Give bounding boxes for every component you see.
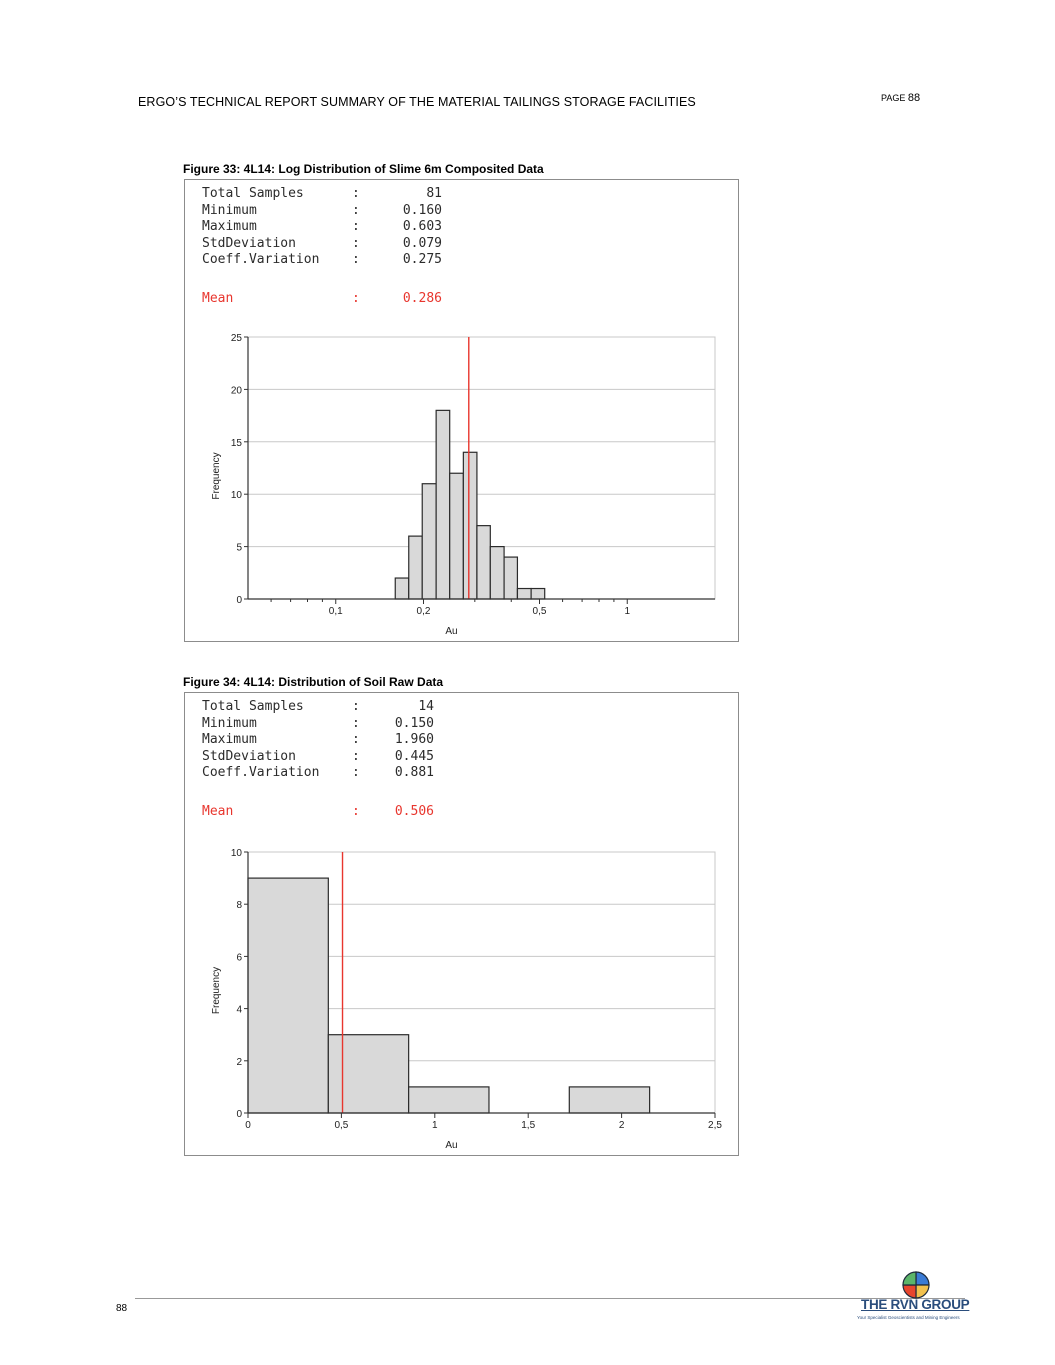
stat-label: Maximum [202, 732, 257, 747]
y-tick-label: 4 [236, 1004, 242, 1016]
figure-33-histogram [185, 325, 738, 641]
rvn-group-logo [855, 1270, 980, 1325]
stat-value: 0.150 [394, 715, 434, 731]
stat-row [202, 716, 434, 733]
stat-label: Maximum [202, 219, 257, 234]
stat-label: Minimum [202, 202, 257, 218]
y-tick-label: 10 [230, 848, 242, 859]
stat-sep: : [352, 202, 360, 218]
stat-label: StdDeviation [202, 748, 296, 764]
stat-value: 14 [418, 699, 434, 714]
logo-pie-slice [916, 1272, 929, 1285]
y-tick-label: 15 [230, 437, 242, 449]
x-tick-label: 0,5 [334, 1120, 349, 1131]
stat-label: Minimum [202, 715, 257, 731]
stat-sep: : [352, 699, 360, 714]
y-tick-label: 2 [236, 1056, 242, 1068]
histogram-bar [490, 547, 504, 599]
histogram-bar [248, 878, 328, 1113]
histogram-bar [422, 484, 436, 599]
stat-value: 0.506 [394, 803, 434, 819]
report-header-title: ERGO’S TECHNICAL REPORT SUMMARY OF THE MATERIAL TAILINGS STORAGE FACILITIES [138, 95, 696, 109]
header-page-indicator [881, 92, 920, 104]
stat-label: Total Samples [202, 186, 304, 201]
header-page-label: PAGE [881, 93, 906, 103]
stat-sep: : [352, 803, 360, 819]
histogram-bar [436, 410, 450, 599]
stat-value: 0.881 [394, 765, 434, 780]
y-tick-label: 6 [236, 952, 242, 964]
figure-34-caption: Figure 34: 4L14: Distribution of Soil Raw Data [183, 675, 444, 689]
stat-row [202, 236, 442, 253]
y-tick-label: 0 [236, 595, 242, 606]
stat-row [202, 219, 442, 236]
stat-sep: : [352, 765, 360, 780]
stat-row [202, 203, 442, 220]
x-tick-label: 2 [618, 1120, 625, 1131]
y-tick-label: 0 [236, 1109, 242, 1120]
histogram-bar [450, 473, 464, 599]
histogram-bar [477, 526, 490, 599]
x-tick-label: 1 [432, 1120, 438, 1131]
stat-sep: : [352, 186, 360, 201]
stat-sep: : [352, 235, 360, 251]
histogram-bar [328, 1035, 408, 1113]
stat-value: 0.286 [402, 290, 442, 306]
x-tick-label: 0,5 [532, 606, 547, 617]
stat-sep: : [352, 219, 360, 234]
stat-value: 81 [426, 186, 442, 201]
y-tick-label: 20 [230, 385, 242, 397]
figure-34-panel [184, 692, 739, 1156]
stat-sep: : [352, 715, 360, 731]
stat-label: Total Samples [202, 699, 304, 714]
stat-row [202, 749, 434, 766]
stat-row-mean [202, 291, 442, 308]
histogram-bar [463, 452, 477, 599]
x-tick-label: 0 [245, 1120, 251, 1131]
y-tick-label: 8 [236, 900, 242, 912]
histogram-bar [409, 536, 422, 599]
histogram-bar [517, 589, 531, 599]
stat-row [202, 765, 434, 782]
stat-label: Coeff.Variation [202, 765, 320, 780]
stat-sep: : [352, 290, 360, 306]
rvn-pie-icon [901, 1270, 931, 1300]
stat-value: 0.603 [402, 219, 442, 234]
figure-34-histogram [185, 838, 738, 1155]
x-tick-label: 0,1 [328, 606, 343, 617]
footer-page-number: 88 [116, 1303, 128, 1314]
stat-row [202, 186, 442, 203]
header-page-number: 88 [907, 92, 921, 104]
stat-label: StdDeviation [202, 235, 296, 251]
x-axis-label: Au [445, 1140, 458, 1151]
histogram-bar [504, 557, 517, 599]
stat-row [202, 699, 434, 716]
histogram-bar [395, 578, 408, 599]
logo-text: THE RVN GROUP [861, 1297, 970, 1312]
x-tick-label: 2,5 [708, 1120, 722, 1131]
x-tick-label: 1 [624, 606, 631, 617]
stat-row-mean [202, 804, 434, 821]
footer-divider [135, 1298, 965, 1299]
histogram-bar [569, 1087, 649, 1113]
stat-sep: : [352, 732, 360, 747]
stat-label: Mean [202, 290, 234, 306]
y-tick-label: 25 [230, 333, 242, 344]
x-tick-label: 0,2 [416, 606, 431, 617]
x-axis-label: Au [445, 626, 458, 637]
figure-33-caption: Figure 33: 4L14: Log Distribution of Slime 6m Composited Data [183, 162, 544, 176]
logo-tagline: Your Specialist Geoscientists and Mining Engineers [857, 1315, 960, 1320]
stat-sep: : [352, 252, 360, 267]
y-axis-label: Frequency [211, 966, 222, 1015]
stat-sep: : [352, 748, 360, 764]
y-tick-label: 5 [236, 542, 242, 554]
histogram-bar [409, 1087, 489, 1113]
x-tick-label: 1,5 [521, 1120, 536, 1131]
histogram-bar [531, 589, 545, 599]
logo-pie-slice [903, 1272, 916, 1285]
y-axis-label: Frequency [211, 452, 222, 500]
stat-value: 1.960 [394, 732, 434, 747]
y-tick-label: 10 [230, 490, 242, 502]
stat-value: 0.160 [402, 202, 442, 218]
stat-row [202, 732, 434, 749]
figure-33-panel [184, 179, 739, 642]
stat-value: 0.079 [402, 235, 442, 251]
stat-value: 0.445 [394, 748, 434, 764]
stat-label: Mean [202, 803, 234, 819]
stat-label: Coeff.Variation [202, 252, 320, 267]
stat-row [202, 252, 442, 269]
stat-value: 0.275 [402, 252, 442, 267]
figure-34-stats [202, 699, 434, 820]
figure-33-stats [202, 186, 442, 307]
